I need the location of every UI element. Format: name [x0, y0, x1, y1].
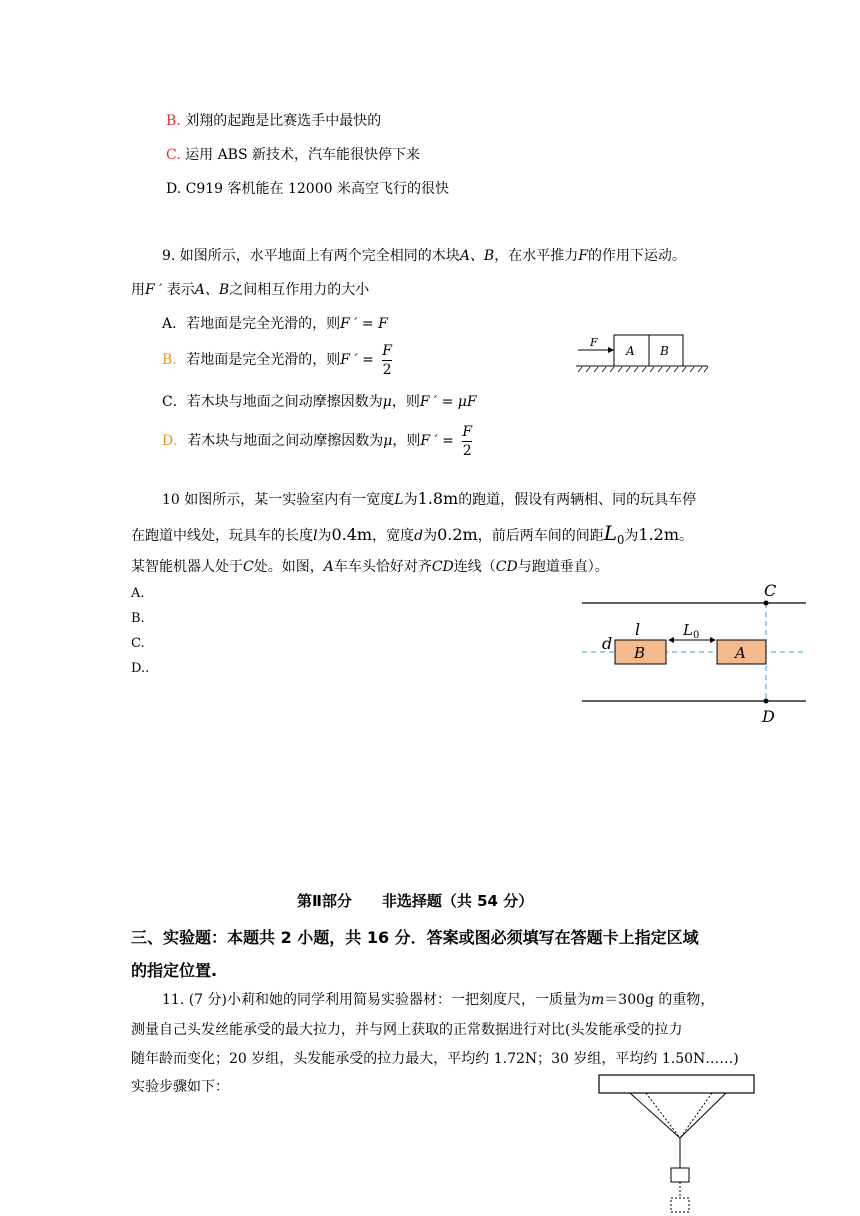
numerator: F [382, 342, 392, 359]
q8-option-d [166, 179, 449, 199]
q10-option-d: D.. [131, 661, 150, 676]
text: 10 如图所示，某一实验室内有一宽度 [162, 492, 395, 508]
text: ，宽度 [372, 528, 415, 544]
length-label: l [635, 620, 641, 639]
q11-figure [596, 1072, 758, 1216]
q9-option-c [162, 392, 477, 412]
block-b-label: B [660, 344, 669, 358]
value: 0.4m [331, 525, 373, 544]
text: 处。如图， [253, 559, 324, 575]
text: L [603, 521, 617, 545]
text: 之间相互作用力的大小 [229, 282, 370, 298]
q10-option-b: B. [131, 611, 145, 626]
option-text: 运用 ABS 新技术，汽车能很快停下来 [185, 147, 421, 163]
q9-stem-line1 [162, 246, 686, 266]
q11-line2: 测量自己头发丝能承受的最大拉力，并与网上获取的正常数据进行对比(头发能承受的拉力 [131, 1022, 683, 1038]
ruler [599, 1075, 754, 1093]
numerator: F [462, 423, 473, 440]
q11-line1 [162, 990, 714, 1010]
formula: F ′ = [340, 352, 374, 368]
q11-line4: 实验步骤如下： [131, 1079, 229, 1095]
q9-stem-line2 [131, 280, 369, 300]
q8-option-b [166, 111, 381, 131]
fraction [382, 342, 392, 379]
option-text: 刘翔的起跑是比赛选手中最快的 [185, 113, 382, 129]
q9-figure [574, 330, 714, 378]
option-text: C919 客机能在 12000 米高空飞行的很快 [185, 181, 449, 197]
car-b-label: B [634, 644, 646, 662]
text: 与跑道垂直）。 [517, 559, 609, 575]
section3-heading-line2: 的指定位置. [131, 961, 218, 980]
text: 在跑道中线处，玩具车的长度 [131, 528, 313, 544]
hair-right [680, 1093, 726, 1138]
text: 11. (7 分)小莉和她的同学利用简易实验器材：一把刻度尺，一质量为 [162, 992, 591, 1008]
formula: F ′ = [420, 433, 454, 449]
weight [671, 1168, 689, 1182]
section3-heading-line1: 三、实验题：本题共 2 小题，共 16 分．答案或图必须填写在答题卡上指定区域 [131, 928, 699, 947]
text: C [243, 559, 254, 575]
text: d [414, 528, 424, 544]
option-letter: B. [166, 113, 181, 129]
text: ，前后两车间的间距 [477, 528, 604, 544]
car-a-label: A [735, 644, 746, 662]
value: 0.2m [437, 525, 478, 544]
mu: μ [382, 394, 392, 410]
gap-subscript: 0 [693, 630, 700, 641]
text: 9. 如图所示，水平地面上有两个完全相同的木块 [162, 248, 460, 264]
block-a-label: A [626, 344, 635, 358]
q10-stem-line3 [131, 557, 609, 577]
text: ，则 [392, 433, 421, 449]
text: CD [495, 559, 518, 575]
option-letter: B． [162, 352, 187, 368]
formula: F ′ = μF [419, 394, 477, 410]
text: A [323, 559, 334, 575]
text: 为 [423, 528, 438, 544]
text: 为 [403, 492, 418, 508]
option-letter: C． [162, 394, 187, 410]
hair-right-dotted [680, 1093, 712, 1138]
text: l [313, 528, 318, 544]
width-label: d [602, 634, 613, 653]
label-d: D [762, 707, 775, 726]
q10-option-c: C. [131, 636, 145, 651]
q8-option-c [166, 145, 420, 165]
q10-option-a: A. [131, 586, 145, 601]
arrow-head-icon [608, 347, 614, 353]
label-c: C [764, 581, 777, 600]
q11-line3: 随年龄而变化；20 岁组，头发能承受的拉力最大，平均约 1.72N；30 岁组，平均约 1.50N……) [131, 1051, 739, 1067]
part2-title: 第Ⅱ部分 非选择题（共 54 分） [297, 892, 534, 910]
text: CD [431, 559, 454, 575]
value: 1.2m [638, 525, 680, 544]
value: 1.8m [417, 489, 459, 508]
q9-option-b [162, 340, 392, 380]
arrow-left-icon [668, 637, 674, 643]
text: 表示 [166, 282, 195, 298]
point-c [764, 601, 769, 606]
text: 车车头恰好对齐 [333, 559, 432, 575]
formula: F ′ = F [340, 316, 388, 332]
ground-hatching [578, 367, 708, 372]
text: 某智能机器人处于 [131, 559, 243, 575]
gap-label: L [683, 621, 693, 639]
arrow-right-icon [710, 637, 716, 643]
subscript: 0 [616, 532, 625, 547]
option-letter: A． [162, 316, 187, 332]
weight-dotted [671, 1198, 689, 1212]
q10-stem-line1 [162, 489, 696, 510]
text: A、B [194, 282, 230, 298]
mu: μ [383, 433, 393, 449]
option-text: 若地面是完全光滑的，则 [186, 316, 341, 332]
text: 为 [317, 528, 332, 544]
q10-stem-line2 [131, 523, 693, 550]
text: A、B [459, 248, 495, 264]
text: m [591, 992, 605, 1008]
text: F [578, 248, 588, 264]
option-text: 若地面是完全光滑的，则 [186, 352, 341, 368]
denominator: 2 [462, 442, 472, 459]
text: 连线（ [453, 559, 496, 575]
text: ，在水平推力 [494, 248, 579, 264]
option-text: 若木块与地面之间动摩擦因数为 [186, 394, 383, 410]
text: ＝300g 的重物， [604, 992, 715, 1008]
text: 用 [131, 282, 145, 298]
text: ，则 [391, 394, 420, 410]
text: 。 [679, 528, 694, 544]
hair-left [630, 1093, 680, 1138]
denominator: 2 [382, 361, 392, 378]
force-label: F [590, 336, 598, 349]
option-letter: D. [166, 181, 182, 197]
text: 为 [624, 528, 639, 544]
text: L [394, 492, 404, 508]
option-text: 若木块与地面之间动摩擦因数为 [187, 433, 384, 449]
option-letter: C. [166, 147, 181, 163]
text: 的作用下运动。 [587, 248, 686, 264]
q10-figure [578, 580, 810, 728]
text: F ′ [145, 282, 163, 298]
hair-left-dotted [646, 1093, 680, 1138]
text: 的跑道，假设有两辆相、同的玩具车停 [458, 492, 697, 508]
q9-option-a [162, 314, 388, 334]
fraction [462, 423, 472, 460]
option-letter: D． [162, 433, 188, 449]
point-d [764, 699, 769, 704]
q9-option-d [162, 421, 472, 461]
